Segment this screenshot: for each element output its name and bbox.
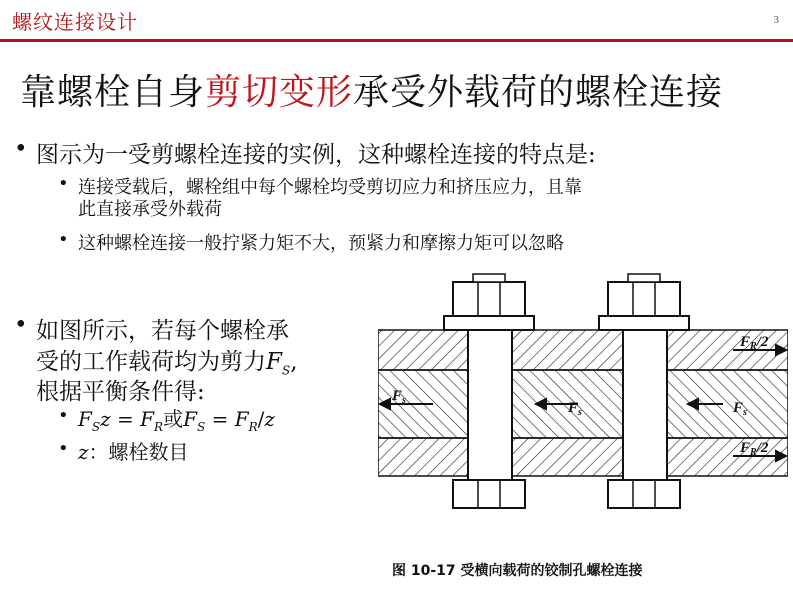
label-Fs-left-sub: s [402,395,406,406]
eq-F3: F [183,407,197,431]
bullet-1-sub-1-line1: 连接受载后，螺栓组中每个螺栓均受剪切应力和挤压应力，且靠 [78,177,582,198]
label-FR-bottom: F [740,440,751,456]
title-highlight: 剪切变形 [205,72,354,113]
eq-sign2: = [211,407,229,431]
bullet-2-line1: 如图所示，若每个螺栓承 [36,318,289,344]
z-symbol: z [78,440,89,464]
eq-z: z [100,407,111,431]
label-FR-bottom-sub: R [750,447,757,458]
eq-F4: F [234,407,249,431]
eq-sub-s: S [91,420,101,434]
math-F: F [266,349,282,375]
figure-caption: 图 10-17 受横向载荷的铰制孔螺栓连接 [392,563,643,579]
page-number: 3 [773,14,779,26]
sub-bullet-marker: • [58,229,69,250]
sub-bullet-marker: • [58,438,69,459]
slide-title [20,64,723,115]
label-Fs-mid-sub: s [578,407,582,418]
bullet-1-text: 图示为一受剪螺栓连接的实例，这种螺栓连接的特点是: [36,142,596,168]
eq-F2: F [140,407,155,431]
label-FR-top: F [740,334,751,350]
eq-sub-s2: S [196,420,206,434]
eq-or: 或 [163,407,184,431]
label-Fs-left: F [392,388,403,404]
title-part1: 靠螺栓自身 [20,72,206,113]
section-title: 螺纹连接设计 [12,10,138,34]
header-rule [0,39,793,42]
sub-bullet-marker: • [58,405,69,426]
bullet-2-sub-2 [78,436,189,465]
equation: $F_Sz = F_R$或$F_S = F_R/z$ [78,407,275,434]
eq-z2: z [264,407,275,431]
bullet-2-line2-text: 受的工作载荷均为剪力 [36,349,266,375]
label-Fs-right: F [733,400,744,416]
math-comma: , [290,349,298,375]
bullet-marker: • [14,312,28,338]
eq-sub-R2: R [248,420,258,434]
bullet-marker: • [14,136,28,162]
sub-bullet-marker: • [58,173,69,194]
eq-sign: = [117,407,134,431]
bullet-2-line3: 根据平衡条件得: [36,379,205,405]
z-desc: ：螺栓数目 [88,440,189,464]
bullet-1-sub-1-line2: 此直接承受外载荷 [78,199,222,220]
label-Fs-mid: F [568,400,579,416]
label-half-bottom: /2 [756,440,769,456]
eq-sub-R: R [154,420,164,434]
title-part2: 承受外载荷的螺栓连接 [353,72,724,113]
label-Fs-right-sub: s [743,407,747,418]
label-FR-top-sub: R [750,341,757,352]
bolt-joint-figure [378,270,788,555]
plates [378,330,788,476]
eq-F: F [78,407,92,431]
math-sub-s: S [281,363,291,378]
label-half-top: /2 [756,334,769,350]
bullet-1-sub-2: 这种螺栓连接一般拧紧力矩不大，预紧力和摩擦力矩可以忽略 [78,233,564,254]
